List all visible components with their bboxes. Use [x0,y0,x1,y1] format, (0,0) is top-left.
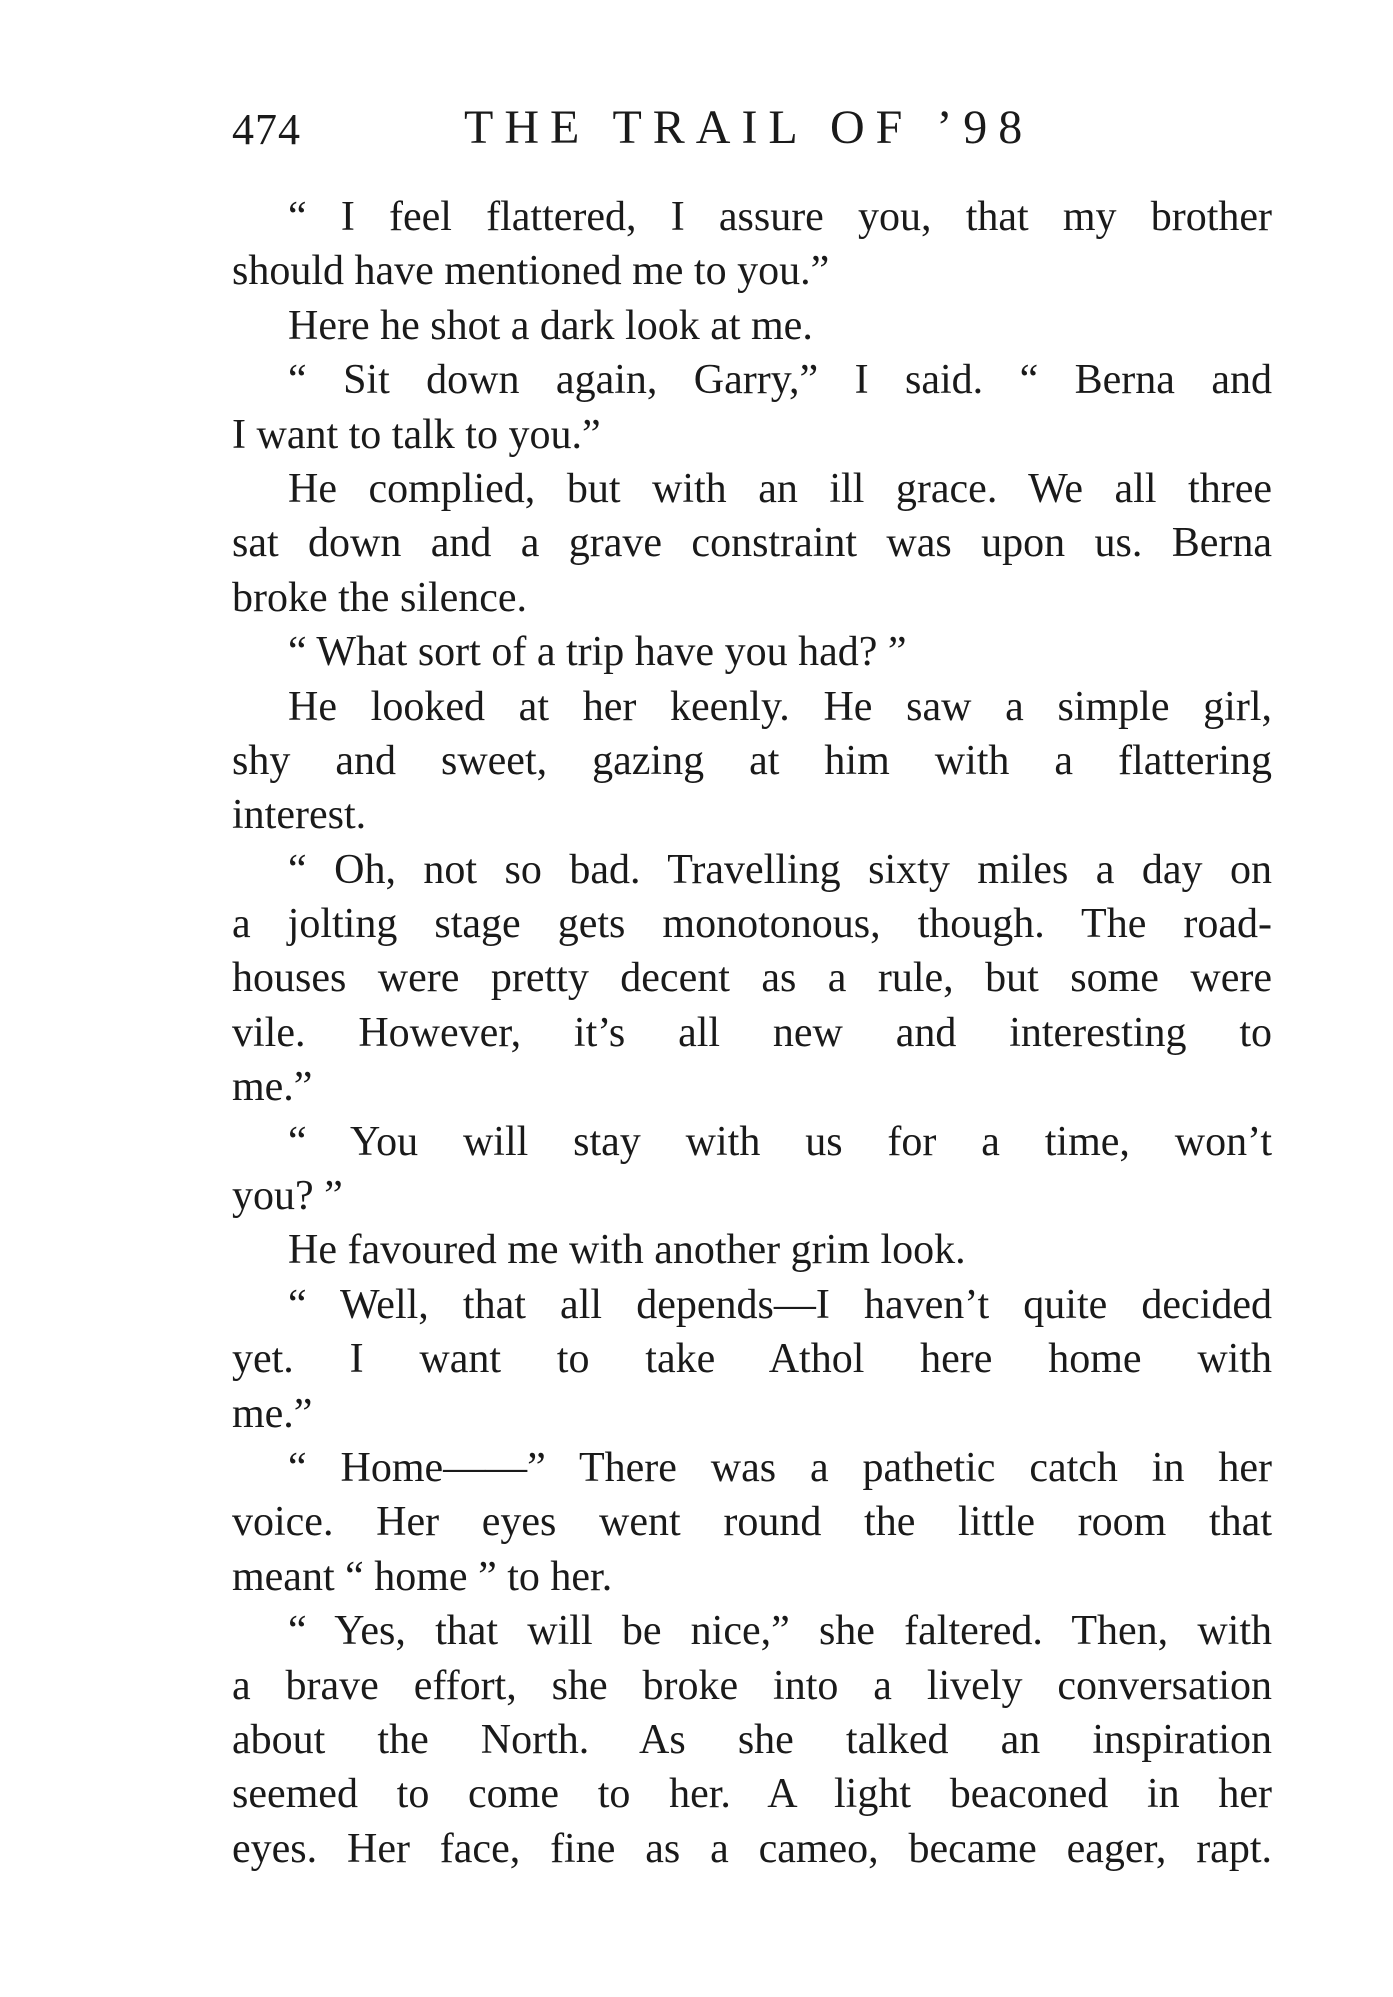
text-line: me.” [232,1390,313,1437]
text-line: “ Well, that all depends—I haven’t quite decided [288,1281,1272,1328]
text-line: voice. Her eyes went round the little room that [232,1499,1272,1546]
text-line: He complied, but with an ill grace. We all three [288,465,1272,512]
text-line: eyes. Her face, fine as a cameo, became eager, rapt. [232,1825,1272,1872]
page-number: 474 [232,105,301,154]
text-line: a jolting stage gets monotonous, though. The road- [232,901,1272,948]
text-line: houses were pretty decent as a rule, but some were [232,955,1272,1002]
text-line: a brave effort, she broke into a lively conversation [232,1662,1272,1709]
text-line: He favoured me with another grim look. [288,1227,966,1274]
text-line: vile. However, it’s all new and interesting to [232,1009,1272,1056]
text-line: He looked at her keenly. He saw a simple girl, [288,683,1272,730]
text-line: shy and sweet, gazing at him with a flattering [232,737,1272,784]
text-line: “ Oh, not so bad. Travelling sixty miles a day on [288,846,1272,893]
text-line: yet. I want to take Athol here home with [232,1336,1272,1383]
text-line: me.” [232,1064,313,1111]
page-header [232,100,1272,170]
text-line: “ What sort of a trip have you had? ” [288,629,907,676]
text-line: you? ” [232,1173,343,1220]
text-line: broke the silence. [232,574,528,621]
text-line: should have mentioned me to you.” [232,248,830,295]
text-line: I want to talk to you.” [232,411,601,458]
text-line: “ Yes, that will be nice,” she faltered. Then, with [288,1608,1272,1655]
running-head: THE TRAIL OF ’98 [464,101,1034,154]
body-text [232,190,1272,1876]
text-line: Here he shot a dark look at me. [288,302,813,349]
text-line: meant “ home ” to her. [232,1553,613,1600]
text-line: interest. [232,792,367,839]
text-line: about the North. As she talked an inspiration [232,1716,1272,1763]
text-line: “ Home——” There was a pathetic catch in her [288,1444,1272,1491]
text-line: seemed to come to her. A light beaconed in her [232,1771,1272,1818]
text-line: sat down and a grave constraint was upon us. Berna [232,520,1272,567]
text-line: “ You will stay with us for a time, won’t [288,1118,1272,1165]
text-line: “ Sit down again, Garry,” I said. “ Berna and [288,357,1272,404]
text-line: “ I feel flattered, I assure you, that my brother [288,194,1272,240]
